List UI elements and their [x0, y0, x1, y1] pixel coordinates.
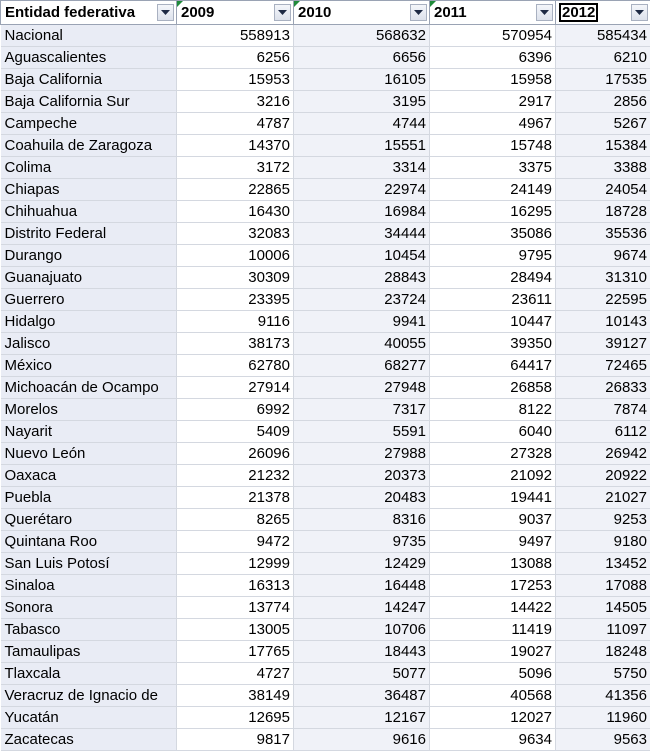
cell-value-2012[interactable]: 7874: [556, 399, 650, 421]
column-header-2011[interactable]: [430, 1, 556, 25]
cell-value-2011[interactable]: 15958: [430, 69, 556, 91]
cell-value-2009[interactable]: 38173: [177, 333, 294, 355]
cell-value-2012[interactable]: 13452: [556, 553, 650, 575]
cell-value-2010[interactable]: 12167: [294, 707, 430, 729]
table-row: [1, 179, 650, 201]
cell-entidad[interactable]: Colima: [1, 157, 177, 179]
table-row: [1, 641, 650, 663]
comment-indicator-icon: [177, 1, 183, 7]
chevron-down-icon: [414, 10, 423, 16]
table-row: [1, 465, 650, 487]
cell-entidad[interactable]: Baja California Sur: [1, 91, 177, 113]
cell-entidad[interactable]: Puebla: [1, 487, 177, 509]
cell-value-2010[interactable]: 22974: [294, 179, 430, 201]
table-row: [1, 201, 650, 223]
cell-value-2011[interactable]: 39350: [430, 333, 556, 355]
cell-entidad[interactable]: Tabasco: [1, 619, 177, 641]
cell-value-2009[interactable]: 13005: [177, 619, 294, 641]
cell-value-2012[interactable]: 6210: [556, 47, 650, 69]
cell-value-2012[interactable]: 17535: [556, 69, 650, 91]
cell-value-2012[interactable]: 9180: [556, 531, 650, 553]
chevron-down-icon: [635, 10, 644, 16]
header-row: [1, 1, 650, 25]
table-row: [1, 399, 650, 421]
cell-entidad[interactable]: Nayarit: [1, 421, 177, 443]
cell-value-2010[interactable]: 10454: [294, 245, 430, 267]
cell-value-2010[interactable]: 23724: [294, 289, 430, 311]
cell-entidad[interactable]: Hidalgo: [1, 311, 177, 333]
comment-indicator-icon: [294, 1, 300, 7]
cell-value-2012[interactable]: 18248: [556, 641, 650, 663]
cell-value-2009[interactable]: 32083: [177, 223, 294, 245]
cell-entidad[interactable]: Nuevo León: [1, 443, 177, 465]
cell-value-2012[interactable]: 72465: [556, 355, 650, 377]
filter-dropdown-button[interactable]: [631, 4, 648, 21]
cell-value-2009[interactable]: 4787: [177, 113, 294, 135]
cell-entidad[interactable]: San Luis Potosí: [1, 553, 177, 575]
table-body: [1, 25, 650, 751]
table-row: [1, 47, 650, 69]
cell-value-2012[interactable]: 11097: [556, 619, 650, 641]
cell-value-2009[interactable]: 17765: [177, 641, 294, 663]
cell-value-2009[interactable]: 6992: [177, 399, 294, 421]
cell-value-2011[interactable]: 28494: [430, 267, 556, 289]
cell-entidad[interactable]: Sinaloa: [1, 575, 177, 597]
cell-entidad[interactable]: Coahuila de Zaragoza: [1, 135, 177, 157]
cell-value-2012[interactable]: 9674: [556, 245, 650, 267]
cell-value-2012[interactable]: 5750: [556, 663, 650, 685]
cell-value-2009[interactable]: 38149: [177, 685, 294, 707]
cell-entidad[interactable]: Aguascalientes: [1, 47, 177, 69]
cell-value-2011[interactable]: 40568: [430, 685, 556, 707]
cell-entidad[interactable]: Distrito Federal: [1, 223, 177, 245]
cell-value-2011[interactable]: 3375: [430, 157, 556, 179]
cell-value-2009[interactable]: 27914: [177, 377, 294, 399]
cell-value-2009[interactable]: 22865: [177, 179, 294, 201]
table-row: [1, 289, 650, 311]
table-row: [1, 25, 650, 47]
cell-entidad[interactable]: Chihuahua: [1, 201, 177, 223]
cell-value-2010[interactable]: 10706: [294, 619, 430, 641]
filter-dropdown-button[interactable]: [274, 4, 291, 21]
column-header-label: 2012: [562, 4, 596, 21]
cell-value-2012[interactable]: 9253: [556, 509, 650, 531]
cell-value-2012[interactable]: 39127: [556, 333, 650, 355]
cell-value-2011[interactable]: 6040: [430, 421, 556, 443]
cell-value-2009[interactable]: 558913: [177, 25, 294, 47]
cell-value-2010[interactable]: 15551: [294, 135, 430, 157]
cell-value-2010[interactable]: 3195: [294, 91, 430, 113]
column-header-entidad[interactable]: [1, 1, 177, 25]
cell-value-2012[interactable]: 22595: [556, 289, 650, 311]
cell-entidad[interactable]: Nacional: [1, 25, 177, 47]
cell-value-2011[interactable]: 12027: [430, 707, 556, 729]
cell-value-2012[interactable]: 26942: [556, 443, 650, 465]
table-row: [1, 113, 650, 135]
cell-value-2011[interactable]: 5096: [430, 663, 556, 685]
table-row: [1, 245, 650, 267]
table-row: [1, 355, 650, 377]
cell-entidad[interactable]: Campeche: [1, 113, 177, 135]
cell-value-2009[interactable]: 30309: [177, 267, 294, 289]
cell-value-2012[interactable]: 5267: [556, 113, 650, 135]
cell-value-2010[interactable]: 27948: [294, 377, 430, 399]
cell-value-2011[interactable]: 35086: [430, 223, 556, 245]
cell-value-2011[interactable]: 9497: [430, 531, 556, 553]
cell-entidad[interactable]: Oaxaca: [1, 465, 177, 487]
cell-entidad[interactable]: Tlaxcala: [1, 663, 177, 685]
cell-value-2012[interactable]: 26833: [556, 377, 650, 399]
column-header-label: Entidad federativa: [5, 4, 136, 21]
cell-value-2011[interactable]: 17253: [430, 575, 556, 597]
table-row: [1, 597, 650, 619]
cell-value-2011[interactable]: 16295: [430, 201, 556, 223]
column-header-2009[interactable]: [177, 1, 294, 25]
cell-value-2010[interactable]: 6656: [294, 47, 430, 69]
cell-value-2012[interactable]: 10143: [556, 311, 650, 333]
cell-value-2009[interactable]: 6256: [177, 47, 294, 69]
table-row: [1, 157, 650, 179]
filter-dropdown-button[interactable]: [536, 4, 553, 21]
table-row: [1, 69, 650, 91]
cell-value-2011[interactable]: 9634: [430, 729, 556, 751]
cell-value-2011[interactable]: 19441: [430, 487, 556, 509]
table-row: [1, 619, 650, 641]
cell-value-2010[interactable]: 9735: [294, 531, 430, 553]
cell-value-2010[interactable]: 27988: [294, 443, 430, 465]
cell-value-2011[interactable]: 14422: [430, 597, 556, 619]
cell-value-2009[interactable]: 5409: [177, 421, 294, 443]
cell-value-2009[interactable]: 62780: [177, 355, 294, 377]
cell-value-2011[interactable]: 4967: [430, 113, 556, 135]
column-header-2012[interactable]: [556, 1, 650, 25]
cell-value-2012[interactable]: 2856: [556, 91, 650, 113]
cell-value-2010[interactable]: 68277: [294, 355, 430, 377]
column-header-label: 2010: [298, 4, 332, 21]
cell-value-2011[interactable]: 9037: [430, 509, 556, 531]
cell-value-2009[interactable]: 21378: [177, 487, 294, 509]
table-row: [1, 685, 650, 707]
cell-value-2009[interactable]: 9116: [177, 311, 294, 333]
table-row: [1, 663, 650, 685]
cell-value-2009[interactable]: 21232: [177, 465, 294, 487]
cell-value-2009[interactable]: 9817: [177, 729, 294, 751]
table-row: [1, 531, 650, 553]
table-row: [1, 333, 650, 355]
cell-value-2011[interactable]: 9795: [430, 245, 556, 267]
cell-value-2010[interactable]: 40055: [294, 333, 430, 355]
cell-value-2012[interactable]: 11960: [556, 707, 650, 729]
column-header-label: 2009: [181, 4, 215, 21]
cell-value-2012[interactable]: 20922: [556, 465, 650, 487]
cell-value-2010[interactable]: 9941: [294, 311, 430, 333]
cell-value-2009[interactable]: 16430: [177, 201, 294, 223]
table-row: [1, 223, 650, 245]
cell-value-2009[interactable]: 26096: [177, 443, 294, 465]
table-row: [1, 91, 650, 113]
cell-entidad[interactable]: México: [1, 355, 177, 377]
cell-value-2010[interactable]: 28843: [294, 267, 430, 289]
cell-value-2009[interactable]: 12999: [177, 553, 294, 575]
cell-value-2011[interactable]: 24149: [430, 179, 556, 201]
cell-entidad[interactable]: Tamaulipas: [1, 641, 177, 663]
cell-value-2011[interactable]: 6396: [430, 47, 556, 69]
cell-value-2011[interactable]: 10447: [430, 311, 556, 333]
cell-value-2010[interactable]: 34444: [294, 223, 430, 245]
table-row: [1, 729, 650, 751]
cell-entidad[interactable]: Zacatecas: [1, 729, 177, 751]
comment-indicator-icon: [430, 1, 436, 7]
cell-value-2010[interactable]: 8316: [294, 509, 430, 531]
cell-value-2009[interactable]: 9472: [177, 531, 294, 553]
cell-value-2011[interactable]: 570954: [430, 25, 556, 47]
cell-entidad[interactable]: Chiapas: [1, 179, 177, 201]
cell-value-2010[interactable]: 16105: [294, 69, 430, 91]
table-row: [1, 487, 650, 509]
cell-value-2010[interactable]: 5591: [294, 421, 430, 443]
cell-value-2011[interactable]: 64417: [430, 355, 556, 377]
cell-entidad[interactable]: Baja California: [1, 69, 177, 91]
cell-value-2011[interactable]: 8122: [430, 399, 556, 421]
chevron-down-icon: [540, 10, 549, 16]
cell-entidad[interactable]: Guerrero: [1, 289, 177, 311]
cell-value-2010[interactable]: 14247: [294, 597, 430, 619]
cell-value-2010[interactable]: 3314: [294, 157, 430, 179]
cell-value-2011[interactable]: 21092: [430, 465, 556, 487]
table-row: [1, 575, 650, 597]
cell-value-2012[interactable]: 15384: [556, 135, 650, 157]
cell-value-2010[interactable]: 18443: [294, 641, 430, 663]
cell-value-2010[interactable]: 568632: [294, 25, 430, 47]
cell-value-2009[interactable]: 3216: [177, 91, 294, 113]
cell-value-2009[interactable]: 15953: [177, 69, 294, 91]
cell-entidad[interactable]: Jalisco: [1, 333, 177, 355]
cell-value-2010[interactable]: 20483: [294, 487, 430, 509]
cell-value-2010[interactable]: 7317: [294, 399, 430, 421]
cell-value-2009[interactable]: 14370: [177, 135, 294, 157]
cell-entidad[interactable]: Veracruz de Ignacio de: [1, 685, 177, 707]
cell-value-2011[interactable]: 26858: [430, 377, 556, 399]
cell-value-2009[interactable]: 16313: [177, 575, 294, 597]
cell-value-2011[interactable]: 13088: [430, 553, 556, 575]
cell-value-2012[interactable]: 35536: [556, 223, 650, 245]
cell-value-2010[interactable]: 20373: [294, 465, 430, 487]
cell-value-2009[interactable]: 3172: [177, 157, 294, 179]
cell-value-2011[interactable]: 19027: [430, 641, 556, 663]
cell-value-2012[interactable]: 585434: [556, 25, 650, 47]
cell-value-2009[interactable]: 12695: [177, 707, 294, 729]
table-row: [1, 267, 650, 289]
chevron-down-icon: [278, 10, 287, 16]
filter-dropdown-button[interactable]: [157, 4, 174, 21]
cell-value-2009[interactable]: 13774: [177, 597, 294, 619]
cell-value-2012[interactable]: 41356: [556, 685, 650, 707]
cell-value-2010[interactable]: 16448: [294, 575, 430, 597]
cell-entidad[interactable]: Morelos: [1, 399, 177, 421]
column-header-label: 2011: [434, 4, 467, 21]
cell-entidad[interactable]: Sonora: [1, 597, 177, 619]
cell-value-2012[interactable]: 9563: [556, 729, 650, 751]
table-row: [1, 707, 650, 729]
cell-entidad[interactable]: Quintana Roo: [1, 531, 177, 553]
cell-entidad[interactable]: Michoacán de Ocampo: [1, 377, 177, 399]
table-row: [1, 443, 650, 465]
cell-value-2012[interactable]: 24054: [556, 179, 650, 201]
column-header-2010[interactable]: [294, 1, 430, 25]
cell-value-2010[interactable]: 36487: [294, 685, 430, 707]
cell-value-2012[interactable]: 3388: [556, 157, 650, 179]
cell-value-2010[interactable]: 16984: [294, 201, 430, 223]
cell-value-2012[interactable]: 14505: [556, 597, 650, 619]
cell-value-2009[interactable]: 10006: [177, 245, 294, 267]
cell-value-2012[interactable]: 18728: [556, 201, 650, 223]
table-row: [1, 421, 650, 443]
cell-value-2010[interactable]: 9616: [294, 729, 430, 751]
cell-value-2012[interactable]: 31310: [556, 267, 650, 289]
cell-value-2009[interactable]: 23395: [177, 289, 294, 311]
cell-value-2010[interactable]: 4744: [294, 113, 430, 135]
cell-value-2011[interactable]: 23611: [430, 289, 556, 311]
cell-value-2012[interactable]: 6112: [556, 421, 650, 443]
cell-value-2012[interactable]: 21027: [556, 487, 650, 509]
cell-entidad[interactable]: Guanajuato: [1, 267, 177, 289]
cell-value-2011[interactable]: 2917: [430, 91, 556, 113]
cell-entidad[interactable]: Yucatán: [1, 707, 177, 729]
cell-entidad[interactable]: Querétaro: [1, 509, 177, 531]
chevron-down-icon: [161, 10, 170, 16]
table-row: [1, 311, 650, 333]
table-row: [1, 553, 650, 575]
cell-value-2010[interactable]: 5077: [294, 663, 430, 685]
filter-dropdown-button[interactable]: [410, 4, 427, 21]
cell-value-2011[interactable]: 27328: [430, 443, 556, 465]
cell-value-2010[interactable]: 12429: [294, 553, 430, 575]
cell-value-2012[interactable]: 17088: [556, 575, 650, 597]
cell-value-2011[interactable]: 15748: [430, 135, 556, 157]
cell-entidad[interactable]: Durango: [1, 245, 177, 267]
cell-value-2009[interactable]: 4727: [177, 663, 294, 685]
cell-value-2009[interactable]: 8265: [177, 509, 294, 531]
table-row: [1, 135, 650, 157]
table-row: [1, 509, 650, 531]
cell-value-2011[interactable]: 11419: [430, 619, 556, 641]
table-row: [1, 377, 650, 399]
